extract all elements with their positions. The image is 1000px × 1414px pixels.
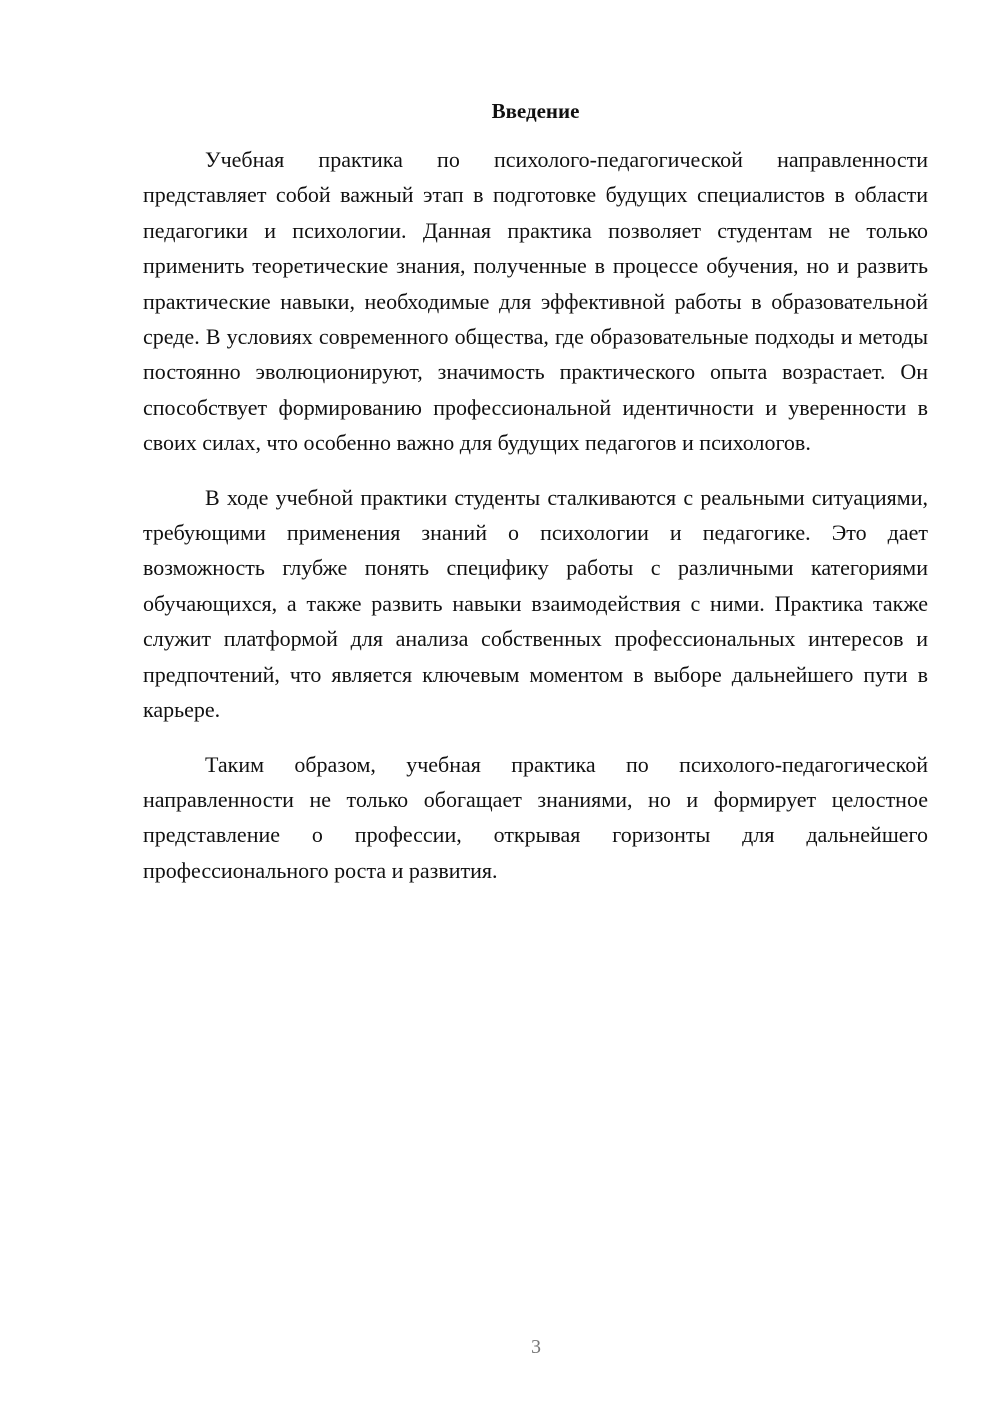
body-text [143,142,928,888]
paragraph-3: Таким образом, учебная практика по психолого-педагогической направленности не только обогащает знаниями, но и формирует целостное представление о профессии, открывая горизонты для дальнейшего профессионального роста и развития. [143,751,928,883]
paragraph-1: Учебная практика по психолого-педагогической направленности представляет собой важный этап в подготовке будущих специалистов в области педагогики и психологии. Данная практика позволяет студентам не только применить теоретические знания, полученные в процессе обучения, но и развить практические навыки, необходимые для эффективной работы в образовательной среде. В условиях современного общества, где образовательные подходы и методы постоянно эволюционируют, значимость практического опыта возрастает. Он способствует формированию профессиональной идентичности и уверенности в своих силах, что особенно важно для будущих педагогов и психологов. [143,147,928,456]
paragraph-2: В ходе учебной практики студенты сталкиваются с реальными ситуациями, требующими применения знаний о психологии и педагогике. Это дает возможность глубже понять специфику работы с различными категориями обучающихся, а также развить навыки взаимодействия с ними. Практика также служит платформой для анализа собственных профессиональных интересов и предпочтений, что является ключевым моментом в выборе дальнейшего пути в карьере. [143,484,928,723]
section-title: Введение [491,99,580,123]
page-number: 3 [531,1336,541,1358]
